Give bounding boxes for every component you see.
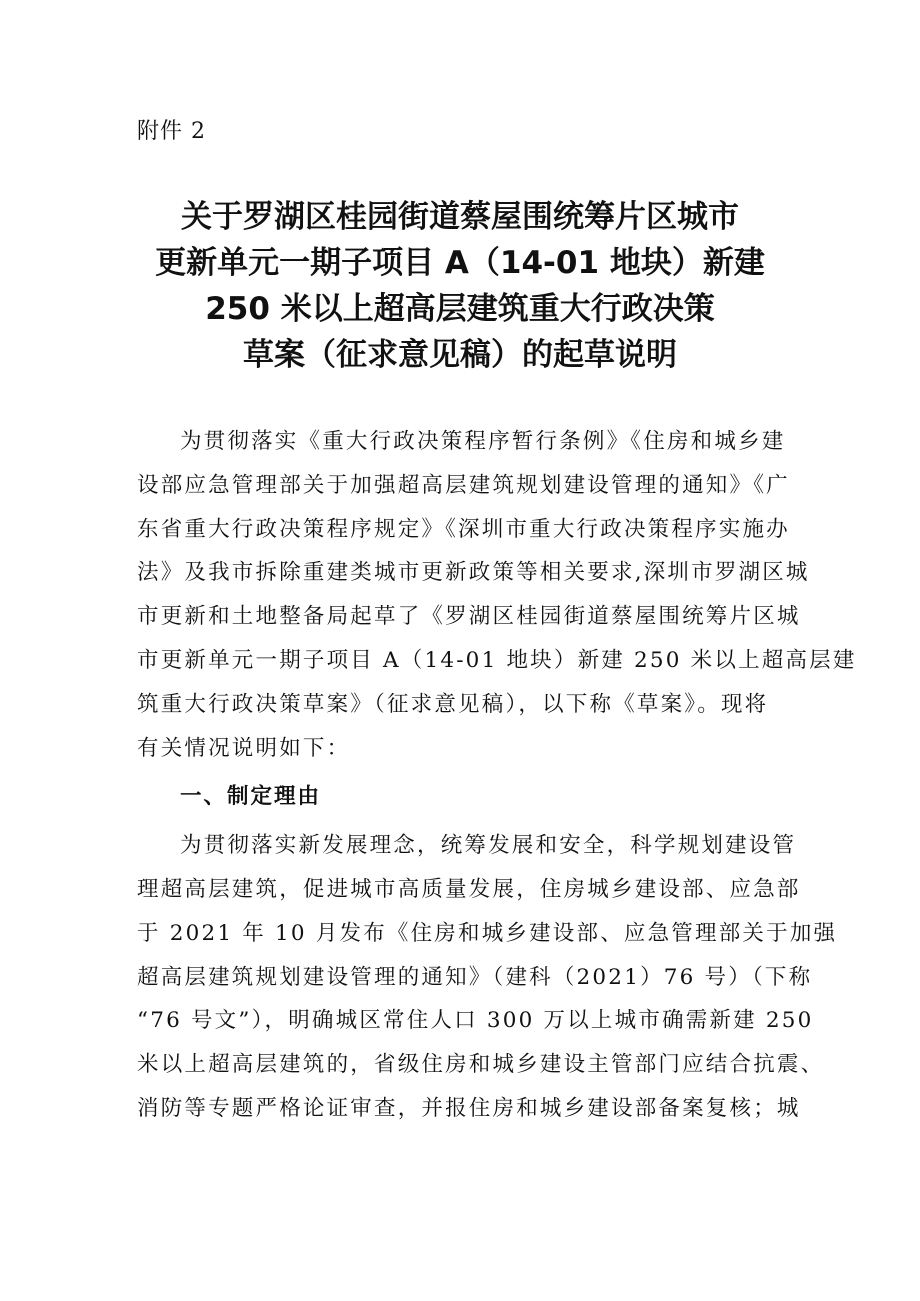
paragraph-line: 有关情况说明如下： (137, 735, 351, 761)
title-line: 250 米以上超高层建筑重大行政决策 (205, 291, 715, 327)
title-line: 关于罗湖区桂园街道蔡屋围统筹片区城市 (181, 199, 739, 235)
section-paragraph (137, 824, 838, 1131)
paragraph-line: 市更新和土地整备局起草了《罗湖区桂园街道蔡屋围统筹片区城 (137, 604, 801, 630)
intro-paragraph (137, 420, 857, 770)
paragraph-line: 东省重大行政决策程序规定》《深圳市重大行政决策程序实施办 (137, 516, 790, 542)
section-heading: 一、制定理由 (180, 784, 322, 810)
paragraph-line: 设部应急管理部关于加强超高层建筑规划建设管理的通知》《广 (137, 472, 790, 498)
paragraph-line: “76 号文”），明确城区常住人口 300 万以上城市确需新建 250 (137, 1008, 814, 1034)
title-line: 更新单元一期子项目 A（14-01 地块）新建 (155, 245, 765, 281)
paragraph-line: 为贯彻落实新发展理念，统筹发展和安全，科学规划建设管 (180, 833, 797, 859)
paragraph-line: 为贯彻落实《重大行政决策程序暂行条例》《住房和城乡建 (180, 429, 786, 454)
paragraph-line: 法》及我市拆除重建类城市更新政策等相关要求,深圳市罗湖区城 (137, 560, 810, 586)
paragraph-line: 消防等专题严格论证审查，并报住房和城乡建设部备案复核；城 (137, 1095, 801, 1121)
paragraph-line: 米以上超高层建筑的，省级住房和城乡建设主管部门应结合抗震、 (137, 1052, 825, 1078)
paragraph-line: 于 2021 年 10 月发布《住房和城乡建设部、应急管理部关于加强 (137, 920, 838, 946)
paragraph-line: 市更新单元一期子项目 A（14-01 地块）新建 250 米以上超高层建 (137, 647, 857, 673)
paragraph-line: 理超高层建筑，促进城市高质量发展，住房城乡建设部、应急部 (137, 876, 801, 902)
document-body (137, 420, 857, 1131)
paragraph-line: 超高层建筑规划建设管理的通知》（建科（2021）76 号）（下称 (137, 964, 813, 990)
attachment-label: 附件 2 (137, 119, 206, 144)
title-line: 草案（征求意见稿）的起草说明 (243, 337, 677, 373)
paragraph-line: 筑重大行政决策草案》（征求意见稿），以下称《草案》。现将 (137, 691, 769, 717)
document-title (120, 194, 800, 378)
